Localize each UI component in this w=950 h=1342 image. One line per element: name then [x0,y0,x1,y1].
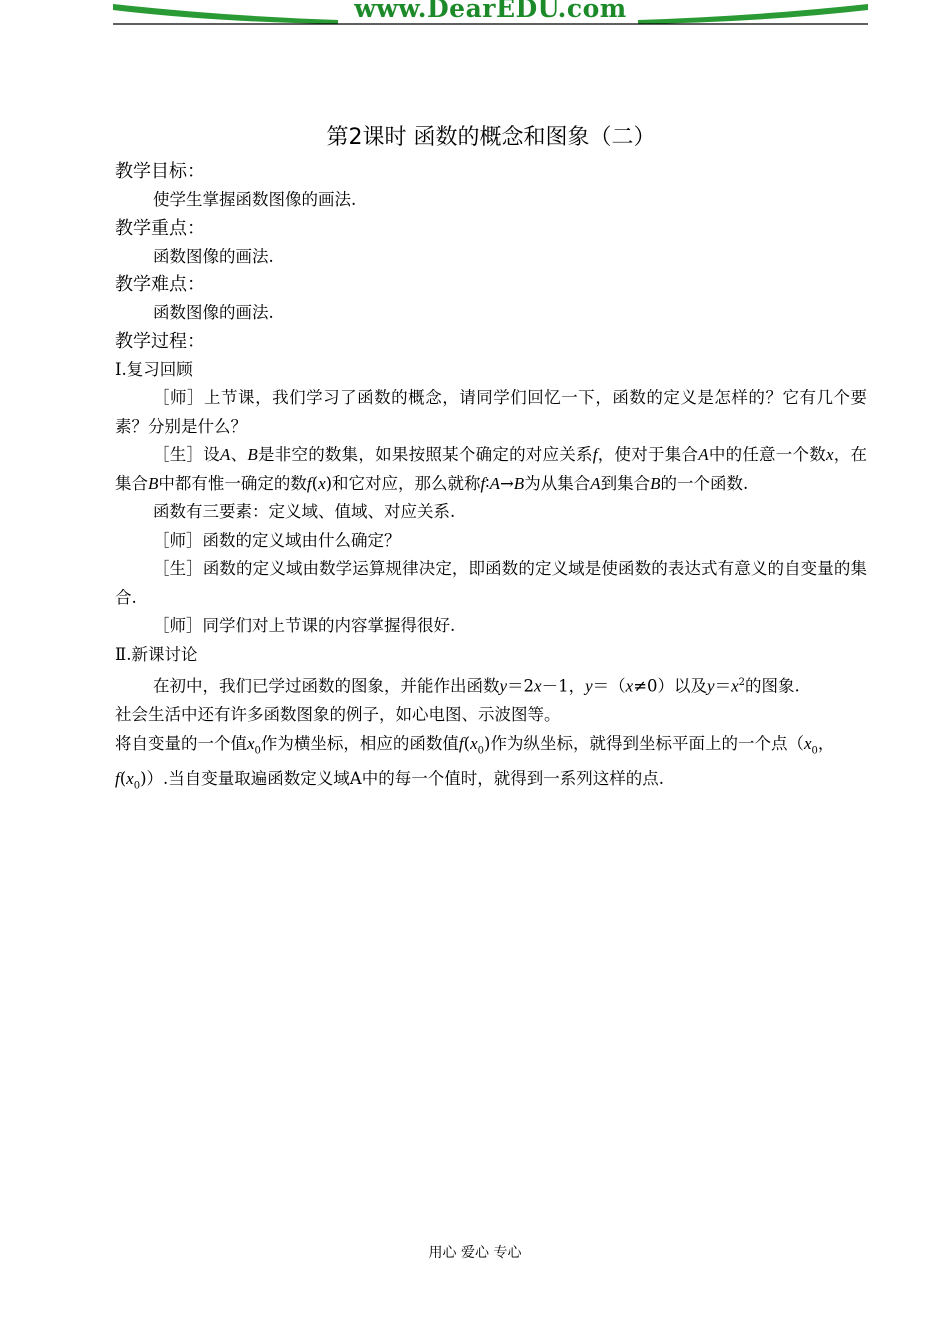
objectives-heading: 教学目标： [115,161,205,182]
page-footer: 用心 爱心 专心 [428,1245,522,1261]
student-definition-paragraph: ［生］设A、B是非空的数集，如果按照某个确定的对应关系f，使对于集合A中的任意一个数x，在集合B中都有惟一确定的数f(x)和它对应，那么就称f∶A→B为从集合A到集合B的一个函数. [115,445,868,493]
page-header [113,0,868,28]
teacher-praise: ［师］同学们对上节课的内容掌握得很好. [153,616,456,635]
examples-paragraph: 社会生活中还有许多函数图象的例子，如心电图、示波图等。 [115,705,561,724]
key-points-text: 函数图像的画法. [153,246,274,266]
difficulties-heading: 教学难点： [115,274,205,295]
document-body [115,120,867,801]
student-domain-answer: ［生］函数的定义域由数学运算规律决定，即函数的定义域是使函数的表达式有意义的自变量的集合. [115,559,867,607]
teacher-question-paragraph: ［师］上节课，我们学习了函数的概念，请同学们回忆一下，函数的定义是怎样的？它有几个要素？分别是什么？ [115,388,867,436]
process-heading: 教学过程： [115,330,205,352]
three-elements-paragraph: 函数有三要素：定义域、值域、对应关系. [153,502,456,521]
point-construction-paragraph: 将自变量的一个值$x_0$作为横坐标，相应的函数值$f(x_0)$作为纵坐标，就得到坐标平面上的一个点（$x_0$，$f(x_0)$）.当自变量取遍函数定义域A中的每一个值时，就得到一系列这样的点. [115,733,835,792]
junior-high-graphs-paragraph: 在初中，我们已学过函数的图象，并能作出函数y＝2x－1，y＝（x≠0）以及$y=x^2$的图象. [153,676,800,696]
site-logo-text[interactable]: www.DearEDU.com [354,0,627,23]
objectives-text: 使学生掌握函数图像的画法. [153,190,357,209]
key-points-heading: 教学重点： [115,217,205,239]
difficulties-text: 函数图像的画法. [153,303,274,322]
page-title: 第2课时 函数的概念和图象（二） [326,125,656,150]
section-review-heading: Ⅰ.复习回顾 [115,359,193,379]
section-new-lesson-heading: Ⅱ.新课讨论 [115,644,198,664]
teacher-domain-question: ［师］函数的定义域由什么确定？ [153,530,401,550]
